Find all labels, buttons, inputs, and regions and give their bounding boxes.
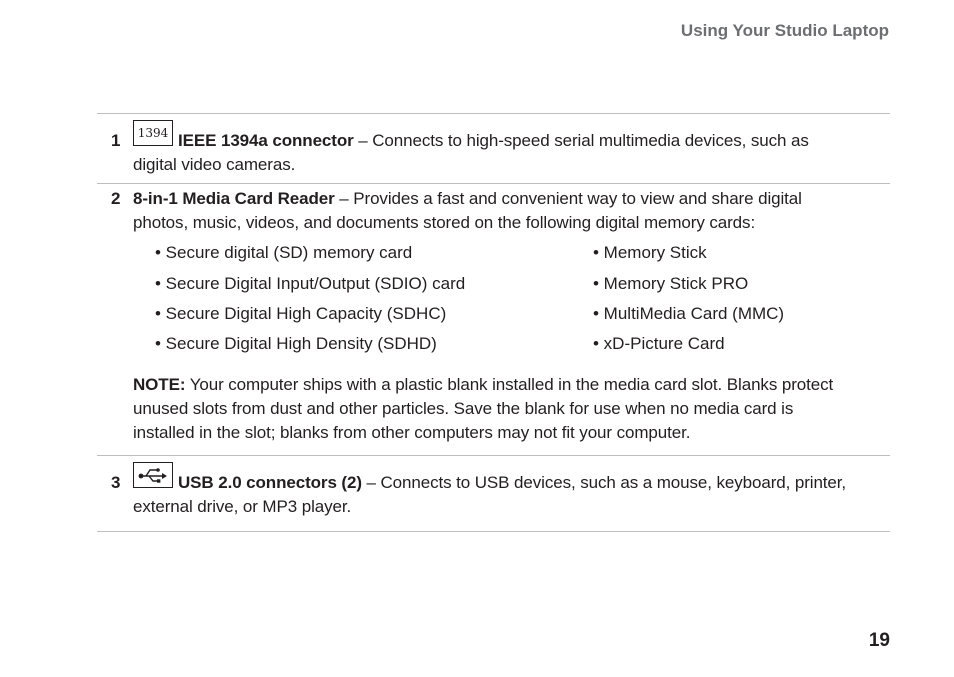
- item-description-line: external drive, or MP3 player.: [133, 497, 352, 516]
- item-number: 2: [111, 189, 121, 208]
- item-description-line: digital video cameras.: [133, 155, 296, 174]
- note-line: unused slots from dust and other particles. Save the blank for use when no media card is: [133, 399, 794, 418]
- card-list-item: • MultiMedia Card (MMC): [593, 304, 785, 323]
- note-label: NOTE:: [133, 375, 186, 394]
- item-description: – Provides a fast and convenient way to view and share digital: [334, 189, 802, 208]
- divider: [97, 183, 890, 184]
- note-line: installed in the slot; blanks from other computers may not fit your computer.: [133, 423, 691, 442]
- card-list-item: • Secure digital (SD) memory card: [155, 243, 413, 262]
- card-list-item: • Memory Stick PRO: [593, 274, 749, 293]
- card-list-item: • Secure Digital High Density (SDHD): [155, 334, 437, 353]
- note-line: [133, 373, 833, 396]
- card-list-item: • xD-Picture Card: [593, 334, 725, 353]
- usb-icon: [133, 462, 173, 488]
- item-title: USB 2.0 connectors (2): [178, 473, 362, 492]
- ieee-1394-icon-label: 1394: [137, 126, 169, 140]
- item-description-line: [178, 129, 809, 152]
- ieee-1394-icon: [133, 120, 173, 146]
- usb-icon-glyph: [137, 466, 169, 484]
- item-description-line: photos, music, videos, and documents stored on the following digital memory cards:: [133, 213, 756, 232]
- card-list-item: • Secure Digital High Capacity (SDHC): [155, 304, 447, 323]
- item-title: 8-in-1 Media Card Reader: [133, 189, 335, 208]
- divider: [97, 455, 890, 456]
- item-description: – Connects to USB devices, such as a mouse, keyboard, printer,: [361, 473, 847, 492]
- item-number: 3: [111, 473, 121, 492]
- card-list-item: • Memory Stick: [593, 243, 707, 262]
- card-list-item: • Secure Digital Input/Output (SDIO) card: [155, 274, 466, 293]
- note-text: Your computer ships with a plastic blank installed in the media card slot. Blanks protect: [185, 375, 834, 394]
- page-header-title: Using Your Studio Laptop: [680, 21, 889, 40]
- item-description-line: [133, 187, 802, 210]
- divider: [97, 531, 890, 532]
- divider: [97, 113, 890, 114]
- page-number: 19: [868, 630, 890, 651]
- item-number: 1: [111, 131, 121, 150]
- item-title: IEEE 1394a connector: [178, 131, 354, 150]
- item-description: – Connects to high-speed serial multimedia devices, such as: [353, 131, 809, 150]
- item-description-line: [178, 471, 846, 494]
